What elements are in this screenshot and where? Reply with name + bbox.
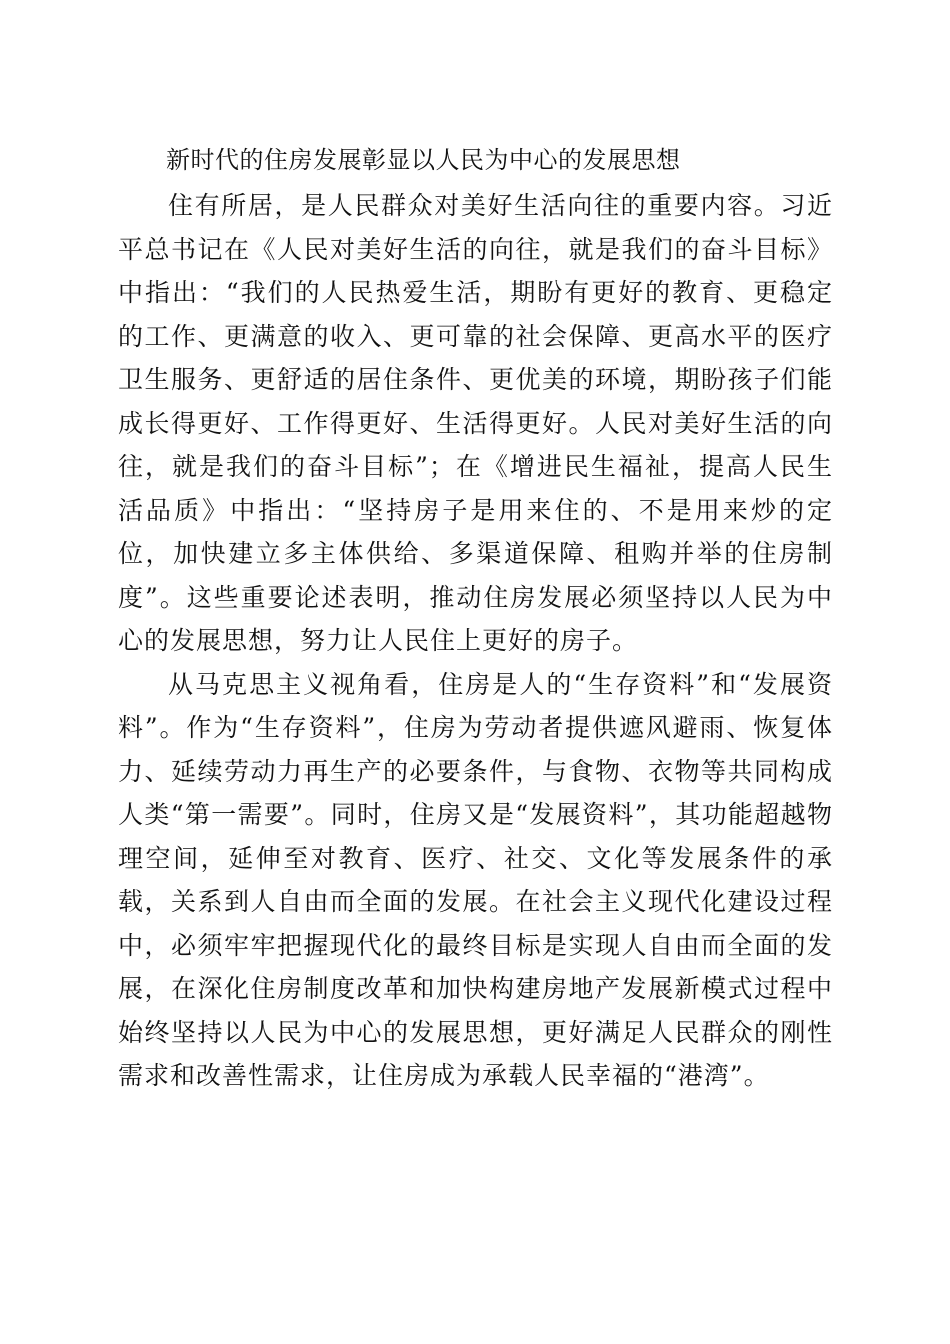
document-title: 新时代的住房发展彰显以人民为中心的发展思想 bbox=[166, 146, 681, 174]
paragraph-2: 从马克思主义视角看，住房是人的“生存资料”和“发展资料”。作为“生存资料”，住房为劳动者提供遮风避雨、恢复体力、延续劳动力再生产的必要条件，与食物、衣物等共同构成人类“第一需要”。同时，住房又是“发展资料”，其功能超越物理空间，延伸至对教育、医疗、社交、文化等发展条件的承载，关系到人自由而全面的发展。在社会主义现代化建设过程中，必须牢牢把握现代化的最终目标是实现人自由而全面的发展，在深化住房制度改革和加快构建房地产发展新模式过程中始终坚持以人民为中心的发展思想，更好满足人民群众的刚性需求和改善性需求，让住房成为承载人民幸福的“港湾”。 bbox=[118, 669, 833, 1090]
document-body bbox=[118, 141, 833, 1098]
paragraph-1: 住有所居，是人民群众对美好生活向往的重要内容。习近平总书记在《人民对美好生活的向往，就是我们的奋斗目标》中指出：“我们的人民热爱生活，期盼有更好的教育、更稳定的工作、更满意的收入、更可靠的社会保障、更高水平的医疗卫生服务、更舒适的居住条件、更优美的环境，期盼孩子们能成长得更好、工作得更好、生活得更好。人民对美好生活的向往，就是我们的奋斗目标”；在《增进民生福祉，提高人民生活品质》中指出：“坚持房子是用来住的、不是用来炒的定位，加快建立多主体供给、多渠道保障、租购并举的住房制度”。这些重要论述表明，推动住房发展必须坚持以人民为中心的发展思想，努力让人民住上更好的房子。 bbox=[118, 191, 833, 655]
